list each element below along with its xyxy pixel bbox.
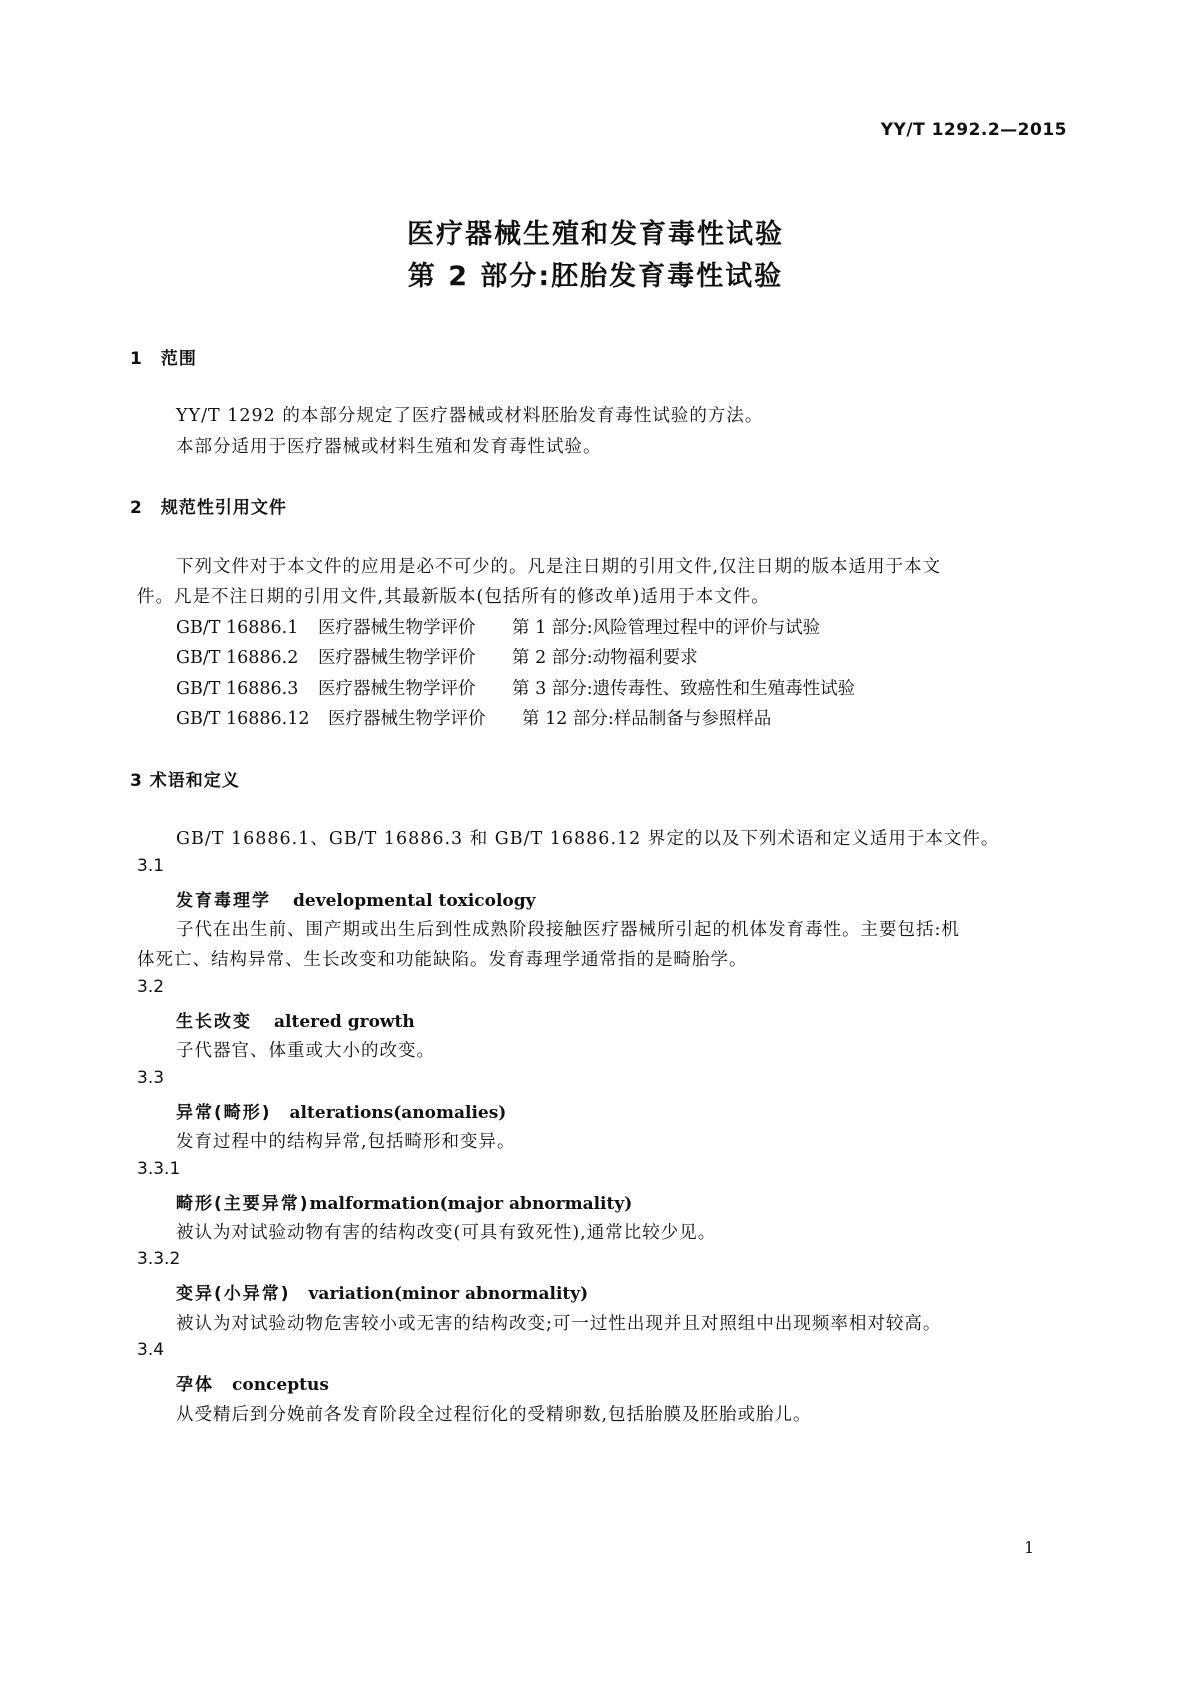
reference-part: 第 1 部分:风险管理过程中的评价与试验 <box>512 618 821 638</box>
term-zh: 发育毒理学 <box>176 891 271 911</box>
document-title-line1: 医疗器械生殖和发育毒性试验 <box>407 219 784 250</box>
reference-code: GB/T 16886.12 <box>176 709 310 729</box>
term-number: 3.4 <box>137 1340 165 1360</box>
term-number: 3.3.2 <box>137 1249 181 1269</box>
reference-part: 第 12 部分:样品制备与参照样品 <box>522 709 772 729</box>
term-definition-line2: 体死亡、结构异常、生长改变和功能缺陷。发育毒理学通常指的是畸胎学。 <box>137 950 748 970</box>
term-definition: 子代器官、体重或大小的改变。 <box>176 1041 435 1061</box>
term-title <box>176 1370 329 1395</box>
term-number: 3.2 <box>137 977 165 997</box>
reference-part: 第 2 部分:动物福利要求 <box>512 648 698 668</box>
section-3-heading: 3 术语和定义 <box>130 771 240 791</box>
reference-name: 医疗器械生物学评价 <box>328 709 486 729</box>
term-en: alterations(anomalies) <box>289 1103 507 1123</box>
document-title-line2: 第 2 部分:胚胎发育毒性试验 <box>407 261 784 292</box>
term-title <box>176 1189 632 1214</box>
reference-item <box>176 675 855 700</box>
term-en: developmental toxicology <box>293 891 536 911</box>
reference-item <box>176 705 771 730</box>
term-definition-line1: 子代在出生前、围产期或出生后到性成熟阶段接触医疗器械所引起的机体发育毒性。主要包括:机 <box>176 920 960 940</box>
term-definition: 发育过程中的结构异常,包括畸形和变异。 <box>176 1132 516 1152</box>
section-1-para-1: YY/T 1292 的本部分规定了医疗器械或材料胚胎发育毒性试验的方法。 <box>176 406 764 426</box>
section-3-intro: GB/T 16886.1、GB/T 16886.3 和 GB/T 16886.12 界定的以及下列术语和定义适用于本文件。 <box>176 829 1000 849</box>
reference-code: GB/T 16886.1 <box>176 618 299 638</box>
term-title <box>176 886 536 911</box>
term-definition: 被认为对试验动物危害较小或无害的结构改变;可一过性出现并且对照组中出现频率相对较高。 <box>176 1314 942 1334</box>
term-zh: 变异(小异常) <box>176 1284 291 1304</box>
reference-part: 第 3 部分:遗传毒性、致癌性和生殖毒性试验 <box>512 679 856 699</box>
section-1-para-2: 本部分适用于医疗器械或材料生殖和发育毒性试验。 <box>176 437 602 457</box>
reference-code: GB/T 16886.2 <box>176 648 299 668</box>
term-title <box>176 1279 588 1304</box>
section-2-para-line2: 件。凡是不注日期的引用文件,其最新版本(包括所有的修改单)适用于本文件。 <box>137 587 770 607</box>
term-zh: 异常(畸形) <box>176 1103 272 1123</box>
term-definition: 从受精后到分娩前各发育阶段全过程衍化的受精卵数,包括胎膜及胚胎或胎儿。 <box>176 1405 812 1425</box>
standard-number: YY/T 1292.2—2015 <box>880 120 1067 140</box>
term-number: 3.3 <box>137 1068 165 1088</box>
term-title <box>176 1007 415 1032</box>
term-en: variation(minor abnormality) <box>308 1284 589 1304</box>
reference-name: 医疗器械生物学评价 <box>318 679 476 699</box>
term-definition: 被认为对试验动物有害的结构改变(可具有致死性),通常比较少见。 <box>176 1223 717 1243</box>
term-zh: 生长改变 <box>176 1012 252 1032</box>
reference-name: 医疗器械生物学评价 <box>318 618 476 638</box>
reference-code: GB/T 16886.3 <box>176 679 299 699</box>
reference-item <box>176 614 820 639</box>
term-title <box>176 1098 506 1123</box>
section-1-heading: 1 范围 <box>130 349 197 369</box>
term-zh: 畸形(主要异常) <box>176 1194 310 1214</box>
section-2-para-line1: 下列文件对于本文件的应用是必不可少的。凡是注日期的引用文件,仅注日期的版本适用于本文 <box>176 557 942 577</box>
reference-item <box>176 644 698 669</box>
term-number: 3.3.1 <box>137 1159 181 1179</box>
term-zh: 孕体 <box>176 1375 214 1395</box>
term-en: conceptus <box>232 1375 329 1395</box>
term-number: 3.1 <box>137 856 165 876</box>
section-2-heading: 2 规范性引用文件 <box>130 498 287 518</box>
page-number: 1 <box>1024 1538 1035 1557</box>
reference-name: 医疗器械生物学评价 <box>318 648 476 668</box>
term-en: malformation(major abnormality) <box>309 1194 633 1214</box>
term-en: altered growth <box>274 1012 415 1032</box>
